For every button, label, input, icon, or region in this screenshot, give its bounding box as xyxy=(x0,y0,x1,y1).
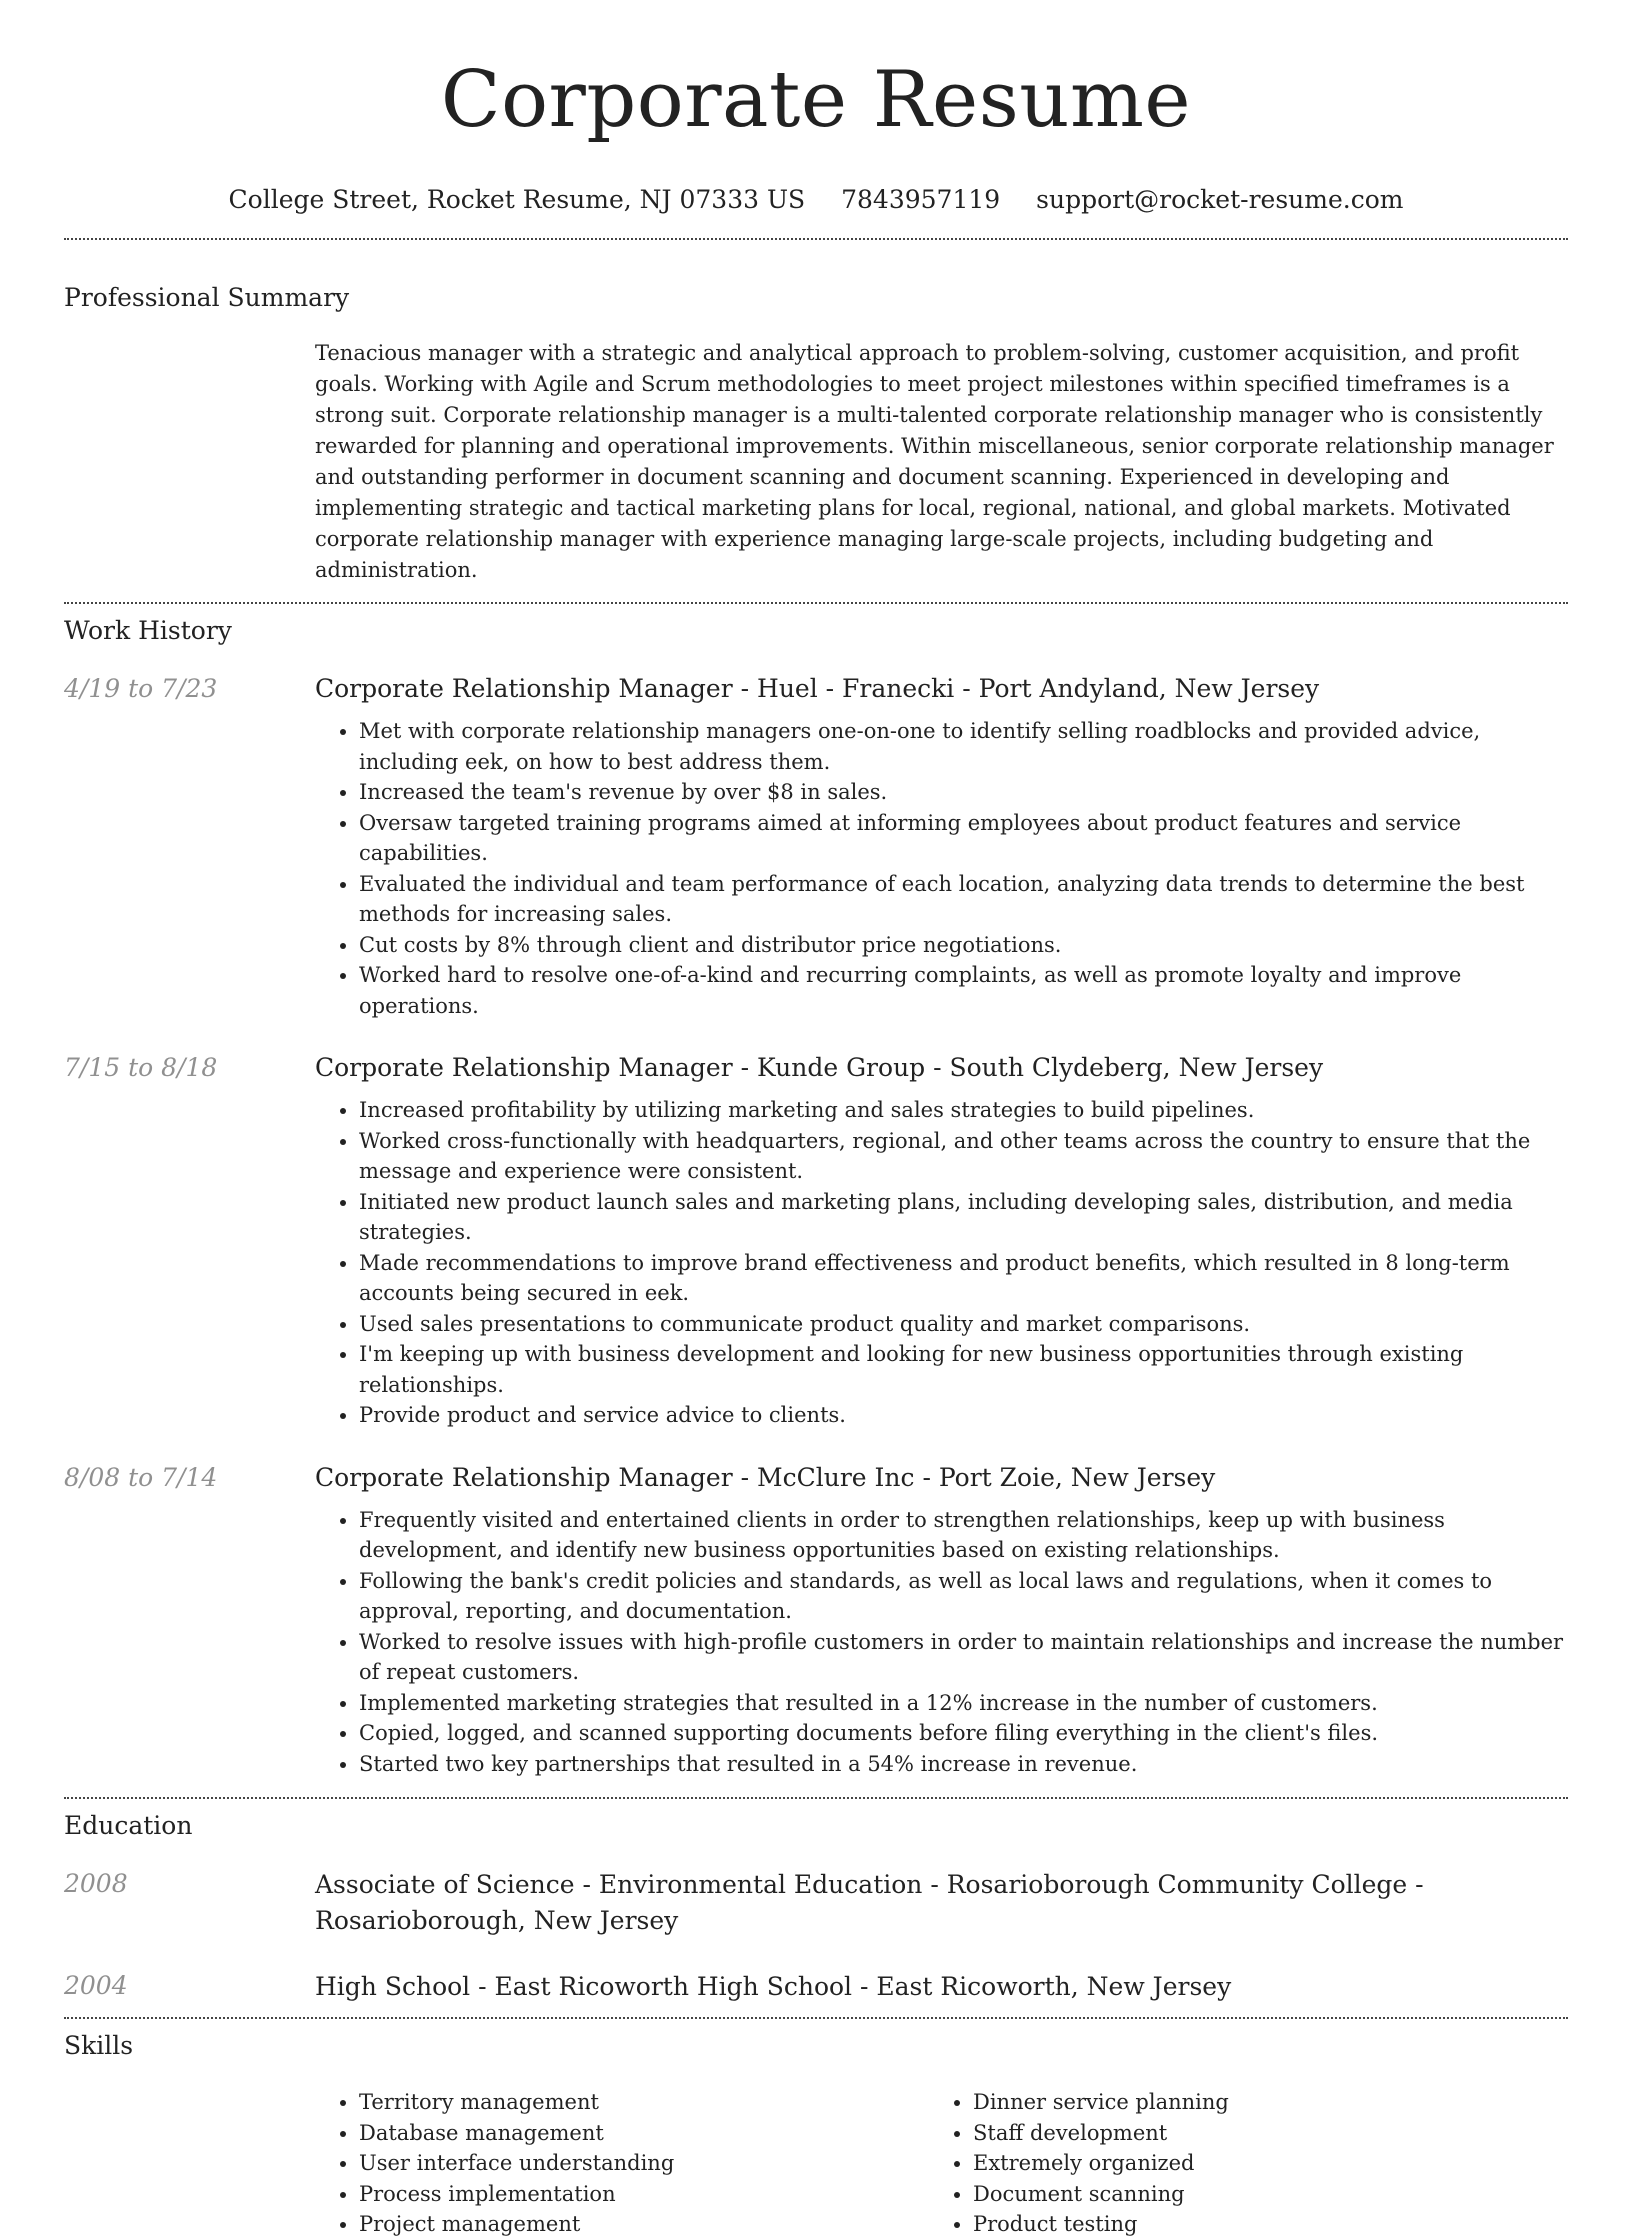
list-item: • Evaluated the individual and team performance of each location, analyzing data trends to determine the best methods for increasing sales. xyxy=(359,869,1568,930)
list-item: • Started two key partnerships that resulted in a 54% increase in revenue. xyxy=(359,1749,1568,1780)
job-title: Corporate Relationship Manager - McClure Inc - Port Zoie, New Jersey xyxy=(315,1462,1216,1492)
education-title: Education xyxy=(64,1811,193,1840)
skills-title: Skills xyxy=(64,2031,134,2060)
list-item: • Increased profitability by utilizing marketing and sales strategies to build pipelines. xyxy=(359,1095,1568,1126)
job-dates: 8/08 to 7/14 xyxy=(64,1462,218,1492)
list-item: • Following the bank's credit policies and standards, as well as local laws and regulations, when it comes to approval, reporting, and documentation. xyxy=(359,1566,1568,1627)
skills-column-left xyxy=(315,2087,929,2240)
skills-list xyxy=(315,2087,1568,2240)
job-bullets xyxy=(315,716,1568,1021)
list-item: • Met with corporate relationship managers one-on-one to identify selling roadblocks and provided advice, including eek, on how to best address them. xyxy=(359,716,1568,777)
list-item: • Increased the team's revenue by over $8 in sales. xyxy=(359,777,1568,808)
list-item: • Used sales presentations to communicate product quality and market comparisons. xyxy=(359,1309,1568,1340)
job-dates: 7/15 to 8/18 xyxy=(64,1053,218,1082)
list-item: • Provide product and service advice to clients. xyxy=(359,1400,1568,1431)
list-item: • Product testing xyxy=(973,2209,1543,2240)
list-item: • Initiated new product launch sales and marketing plans, including developing sales, distribution, and media strategies. xyxy=(359,1187,1568,1248)
list-item: • Dinner service planning xyxy=(973,2087,1543,2118)
list-item: • I'm keeping up with business development and looking for new business opportunities through existing relationships. xyxy=(359,1339,1568,1400)
list-item: • Territory management xyxy=(359,2087,929,2118)
list-item: • Process implementation xyxy=(359,2179,929,2210)
list-item: • Extremely organized xyxy=(973,2148,1543,2179)
list-item: • Frequently visited and entertained clients in order to strengthen relationships, keep up with business development, and identify new business opportunities based on existing relationships. xyxy=(359,1505,1568,1566)
list-item: • Cut costs by 8% through client and distributor price negotiations. xyxy=(359,930,1568,961)
address: College Street, Rocket Resume, NJ 07333 US xyxy=(228,185,806,214)
job-entry xyxy=(64,1051,1568,1431)
list-item: • Database management xyxy=(359,2118,929,2149)
list-item: • Project management xyxy=(359,2209,929,2240)
work-section xyxy=(0,604,1632,1779)
education-degree: Associate of Science - Environmental Education - Rosarioborough Community College - Rosarioborough, New Jersey xyxy=(315,1870,1424,1935)
job-title: Corporate Relationship Manager - Huel - Franecki - Port Andyland, New Jersey xyxy=(315,674,1320,703)
summary-title: Professional Summary xyxy=(64,283,350,312)
job-bullets xyxy=(315,1505,1568,1780)
list-item: • Worked to resolve issues with high-profile customers in order to maintain relationships and increase the number of repeat customers. xyxy=(359,1627,1568,1688)
education-entry xyxy=(64,1969,1568,2005)
list-item: • Document scanning xyxy=(973,2179,1543,2210)
list-item: • Oversaw targeted training programs aimed at informing employees about product features and service capabilities. xyxy=(359,808,1568,869)
job-bullets xyxy=(315,1095,1568,1431)
list-item: • Implemented marketing strategies that resulted in a 12% increase in the number of customers. xyxy=(359,1688,1568,1719)
job-entry xyxy=(64,1461,1568,1780)
contact-line xyxy=(0,184,1632,216)
email: support@rocket-resume.com xyxy=(1036,185,1404,214)
list-item: • Worked hard to resolve one-of-a-kind and recurring complaints, as well as promote loyalty and improve operations. xyxy=(359,960,1568,1021)
education-entry xyxy=(64,1867,1568,1939)
education-year: 2004 xyxy=(64,1971,128,2000)
skills-section xyxy=(0,2019,1632,2240)
list-item: • User interface understanding xyxy=(359,2148,929,2179)
list-item: • Worked cross-functionally with headquarters, regional, and other teams across the country to ensure that the message and experience were consistent. xyxy=(359,1126,1568,1187)
education-year: 2008 xyxy=(64,1869,128,1898)
list-item: • Made recommendations to improve brand effectiveness and product benefits, which resulted in 8 long-term accounts being secured in eek. xyxy=(359,1248,1568,1309)
list-item: • Staff development xyxy=(973,2118,1543,2149)
summary-text: Tenacious manager with a strategic and analytical approach to problem-solving, customer acquisition, and profit goals. Working with Agile and Scrum methodologies to meet project milestones within specified timeframes is a strong suit. Corporate relationship manager is a multi-talented corporate relationship manager who is consistently rewarded for planning and operational improvements. Within miscellaneous, senior corporate relationship manager and outstanding performer in document scanning and document scanning. Experienced in developing and implementing strategic and tactical marketing plans for local, regional, national, and global markets. Motivated corporate relationship manager with experience managing large-scale projects, including budgeting and administration. xyxy=(315,341,1554,582)
job-dates: 4/19 to 7/23 xyxy=(64,674,218,703)
skills-column-right xyxy=(929,2087,1543,2240)
work-title: Work History xyxy=(64,616,232,645)
summary-section xyxy=(0,240,1632,586)
education-degree: High School - East Ricoworth High School - East Ricoworth, New Jersey xyxy=(315,1972,1232,2001)
list-item: • Copied, logged, and scanned supporting documents before filing everything in the client's files. xyxy=(359,1718,1568,1749)
resume-name: Corporate Resume xyxy=(440,55,1192,145)
job-title: Corporate Relationship Manager - Kunde Group - South Clydeberg, New Jersey xyxy=(315,1053,1324,1082)
phone: 7843957119 xyxy=(841,185,1001,214)
education-section xyxy=(0,1799,1632,2005)
job-entry xyxy=(64,672,1568,1021)
